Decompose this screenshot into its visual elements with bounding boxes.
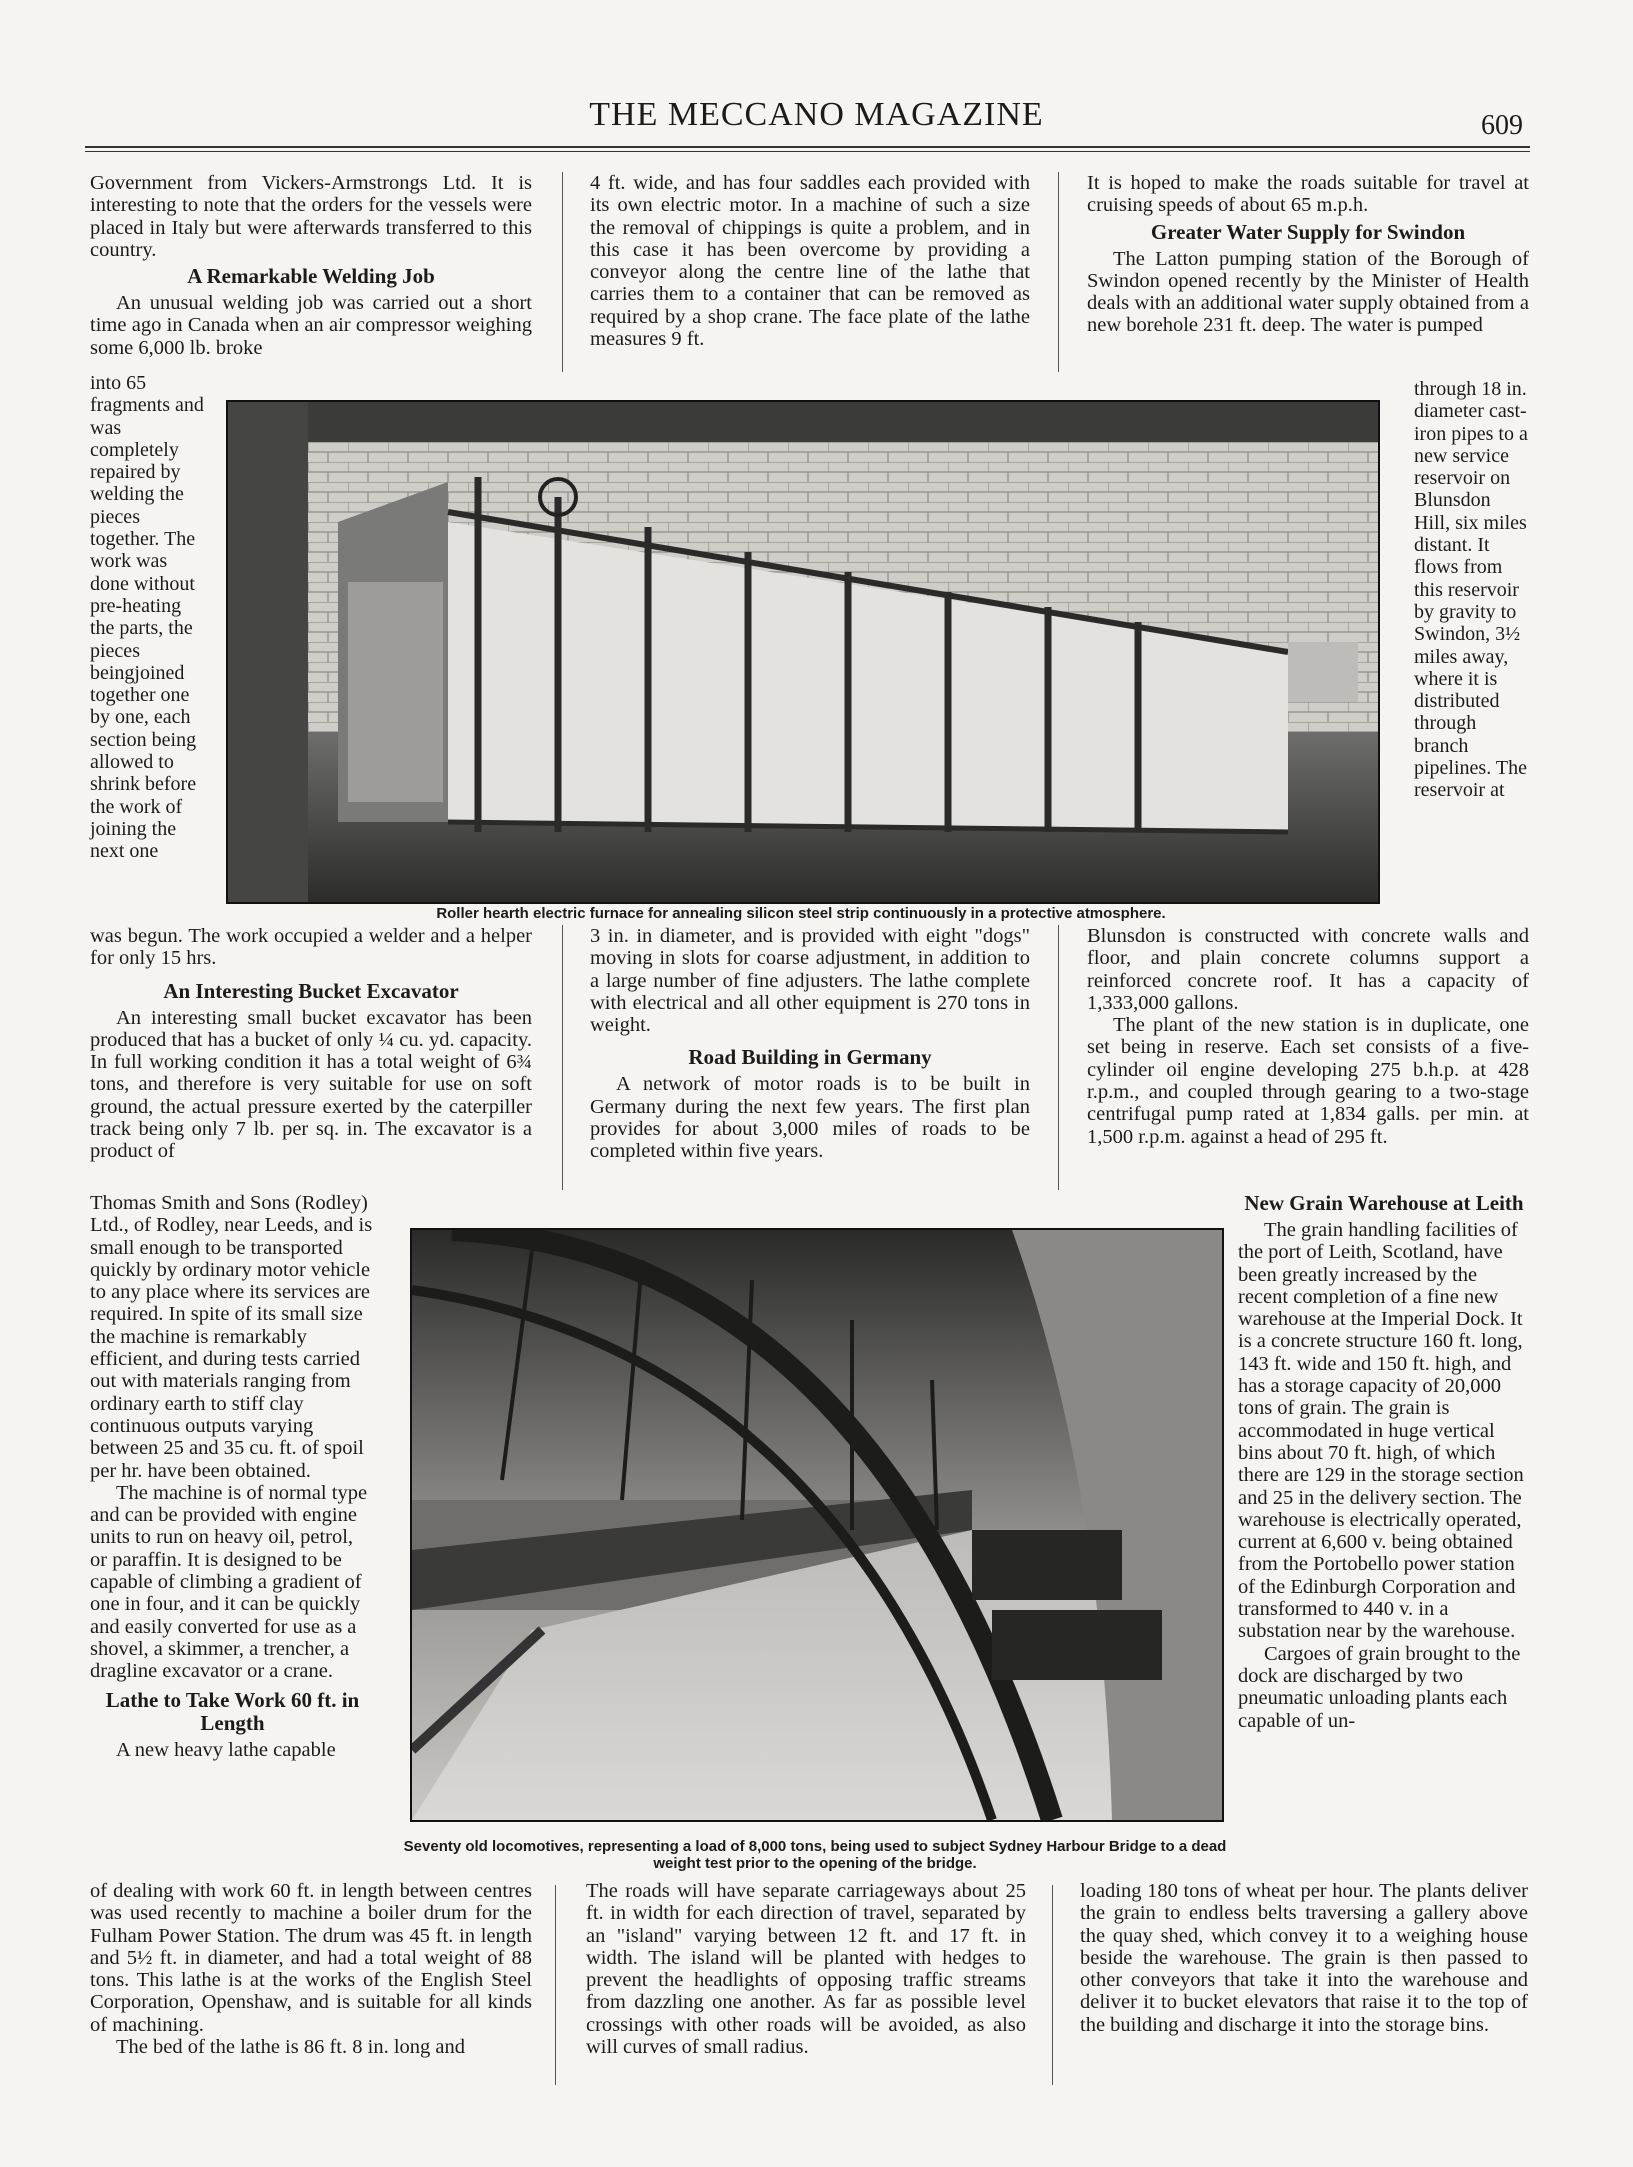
- header-rule: [85, 146, 1530, 148]
- side-column-left-2: [90, 1192, 375, 1761]
- column-divider: [1052, 1885, 1053, 2085]
- bridge-photo: [410, 1228, 1224, 1822]
- heading-road: Road Building in Germany: [688, 1045, 932, 1070]
- paragraph: An unusual welding job was carried out a short time ago in Canada when an air compressor weighing some 6,000 lb. broke: [90, 292, 532, 359]
- side-column-right-1: [1414, 378, 1530, 802]
- magazine-title: THE MECCANO MAGAZINE: [589, 96, 1044, 133]
- bottom-column-2: [586, 1880, 1026, 2058]
- furnace-photo-caption: Roller hearth electric furnace for annealing silicon steel strip continuously in a protective atmosphere.: [436, 905, 1166, 922]
- side-column-right-2: [1238, 1188, 1530, 1732]
- column-divider: [555, 1885, 556, 2085]
- paragraph: into 65 fragments and was completely repaired by welding the pieces together. The work was done without pre-heating the parts, the pieces beingjoined together one by one, each section being allowed to shrink before the work of joining the next one: [90, 372, 204, 863]
- paragraph: The machine is of normal type and can be provided with engine units to run on heavy oil, petrol, or paraffin. It is designed to be capable of climbing a gradient of one in four, and it can be quickly and easily converted for use as a shovel, a skimmer, a trencher, a dragline excavator or a crane.: [90, 1481, 368, 1683]
- paragraph: of dealing with work 60 ft. in length between centres was used recently to machine a boiler drum for the Fulham Power Station. The drum was 45 ft. in length and 5½ ft. in diameter, and had a total weight of 88 tons. This lathe is at the works of the English Steel Corporation, Openshaw, and is suitable for all kinds of machining.: [90, 1880, 532, 2036]
- paragraph: The roads will have separate carriageways about 25 ft. in width for each direction of travel, separated by an "island" varying between 12 ft. and 17 ft. in width. The island will be planted with hedges to prevent the headlights of opposing traffic streams from dazzling one another. As far as possible level crossings with other roads will be avoided, as also will curves of small radius.: [586, 1880, 1026, 2059]
- paragraph: The grain handling facilities of the port of Leith, Scotland, have been greatly increased by the recent completion of a fine new warehouse at the Imperial Dock. It is a concrete structure 160 ft. long, 143 ft. wide and 150 ft. high, and has a storage capacity of 20,000 tons of grain. The grain is accommodated in huge vertical bins about 70 ft. high, of which there are 129 in the storage section and 25 in the delivery section. The warehouse is electrically operated, current at 6,600 v. being obtained from the Portobello power station of the Edinburgh Corporation and transformed to 440 v. in a substation near by the warehouse.: [1238, 1219, 1524, 1643]
- paragraph: It is hoped to make the roads suitable for travel at cruising speeds of about 65 m.p.h.: [1087, 172, 1529, 217]
- header-rule-thin: [85, 151, 1530, 152]
- heading-lathe: Lathe to Take Work 60 ft. in Length: [105, 1687, 360, 1735]
- paragraph: Blunsdon is constructed with concrete walls and floor, and plain concrete columns support a reinforced concrete roof. It has a capacity of 1,333,000 gallons.: [1087, 925, 1529, 1014]
- top-column-1: [90, 172, 532, 359]
- heading-grain: New Grain Warehouse at Leith: [1244, 1191, 1524, 1215]
- bridge-illustration: [412, 1230, 1222, 1820]
- paragraph: A network of motor roads is to be built in Germany during the next few years. The first plan provides for about 3,000 miles of roads to be completed within five years.: [590, 1073, 1030, 1163]
- mid-column-2: [590, 925, 1030, 1163]
- paragraph: The bed of the lathe is 86 ft. 8 in. long and: [116, 2036, 465, 2059]
- top-column-2: [590, 172, 1030, 350]
- mid-column-1: [90, 925, 532, 1163]
- paragraph: loading 180 tons of wheat per hour. The plants deliver the grain to endless belts traversing a gallery above the quay shed, which convey it to a weighing house beside the warehouse. The grain is then passed to other conveyors that take it into the warehouse and deliver it to bucket elevators that raise it to the top of the building and discharge it into the storage bins.: [1080, 1880, 1528, 2036]
- side-column-left-1: [90, 372, 206, 863]
- page-number: 609: [1481, 110, 1523, 141]
- bottom-column-1: [90, 1880, 532, 2058]
- paragraph: An interesting small bucket excavator has been produced that has a bucket of only ¼ cu. yd. capacity. In full working condition it has a total weight of 6¾ tons, and therefore is very suitable for use on soft ground, the actual pressure exerted by the caterpiller track being only 7 lb. per sq. in. The excavator is a product of: [90, 1006, 532, 1163]
- paragraph: A new heavy lathe capable: [116, 1738, 336, 1761]
- top-column-3: [1087, 172, 1529, 337]
- furnace-illustration: [228, 402, 1378, 902]
- paragraph: Thomas Smith and Sons (Rodley) Ltd., of Rodley, near Leeds, and is small enough to be transported quickly by ordinary motor vehicle to any place where its services are required. In spite of its small size the machine is remarkably efficient, and during tests carried out with materials ranging from ordinary earth to stiff clay continuous outputs varying between 25 and 35 cu. ft. of spoil per hr. have been obtained.: [90, 1192, 373, 1482]
- heading-water: Greater Water Supply for Swindon: [1150, 219, 1466, 244]
- mid-column-3: [1087, 925, 1529, 1148]
- column-divider: [562, 925, 563, 1190]
- heading-welding: A Remarkable Welding Job: [187, 264, 435, 289]
- paragraph: Cargoes of grain brought to the dock are discharged by two pneumatic unloading plants each capable of un-: [1238, 1642, 1521, 1732]
- paragraph: The Latton pumping station of the Borough of Swindon opened recently by the Minister of Health deals with an additional water supply obtained from a new borehole 231 ft. deep. The water is pumped: [1087, 247, 1529, 337]
- column-divider: [1058, 925, 1059, 1190]
- bridge-photo-caption: Seventy old locomotives, representing a load of 8,000 tons, being used to subject Sydney Harbour Bridge to a dead weight test prior to the opening of the bridge.: [403, 1838, 1227, 1872]
- paragraph: through 18 in. diameter cast-iron pipes to a new service reservoir on Blunsdon Hill, six miles distant. It flows from this reservoir by gravity to Swindon, 3½ miles away, where it is distributed through branch pipelines. The reservoir at: [1414, 378, 1528, 802]
- paragraph: 3 in. in diameter, and is provided with eight "dogs" moving in slots for coarse adjustment, in addition to a large number of fine adjusters. The lathe complete with electrical and all other equipment is 270 tons in weight.: [590, 925, 1030, 1037]
- column-divider: [562, 172, 563, 372]
- column-divider: [1058, 172, 1059, 372]
- bottom-column-3: [1080, 1880, 1528, 2036]
- furnace-photo: [226, 400, 1380, 904]
- paragraph: 4 ft. wide, and has four saddles each provided with its own electric motor. In a machine of such a size the removal of chippings is quite a problem, and in this case it has been overcome by providing a conveyor along the centre line of the lathe that carries them to a container that can be removed as required by a shop crane. The face plate of the lathe measures 9 ft.: [590, 172, 1030, 351]
- paragraph: The plant of the new station is in duplicate, one set being in reserve. Each set consists of a five-cylinder oil engine developing 275 b.h.p. at 428 r.p.m., and coupled through gearing to a two-stage centrifugal pump rated at 1,834 galls. per min. at 1,500 r.p.m. against a head of 295 ft.: [1087, 1014, 1529, 1148]
- paragraph: Government from Vickers-Armstrongs Ltd. It is interesting to note that the orders for the vessels were placed in Italy but were afterwards transferred to this country.: [90, 172, 532, 261]
- paragraph: was begun. The work occupied a welder and a helper for only 15 hrs.: [90, 925, 532, 970]
- heading-bucket: An Interesting Bucket Excavator: [163, 978, 459, 1003]
